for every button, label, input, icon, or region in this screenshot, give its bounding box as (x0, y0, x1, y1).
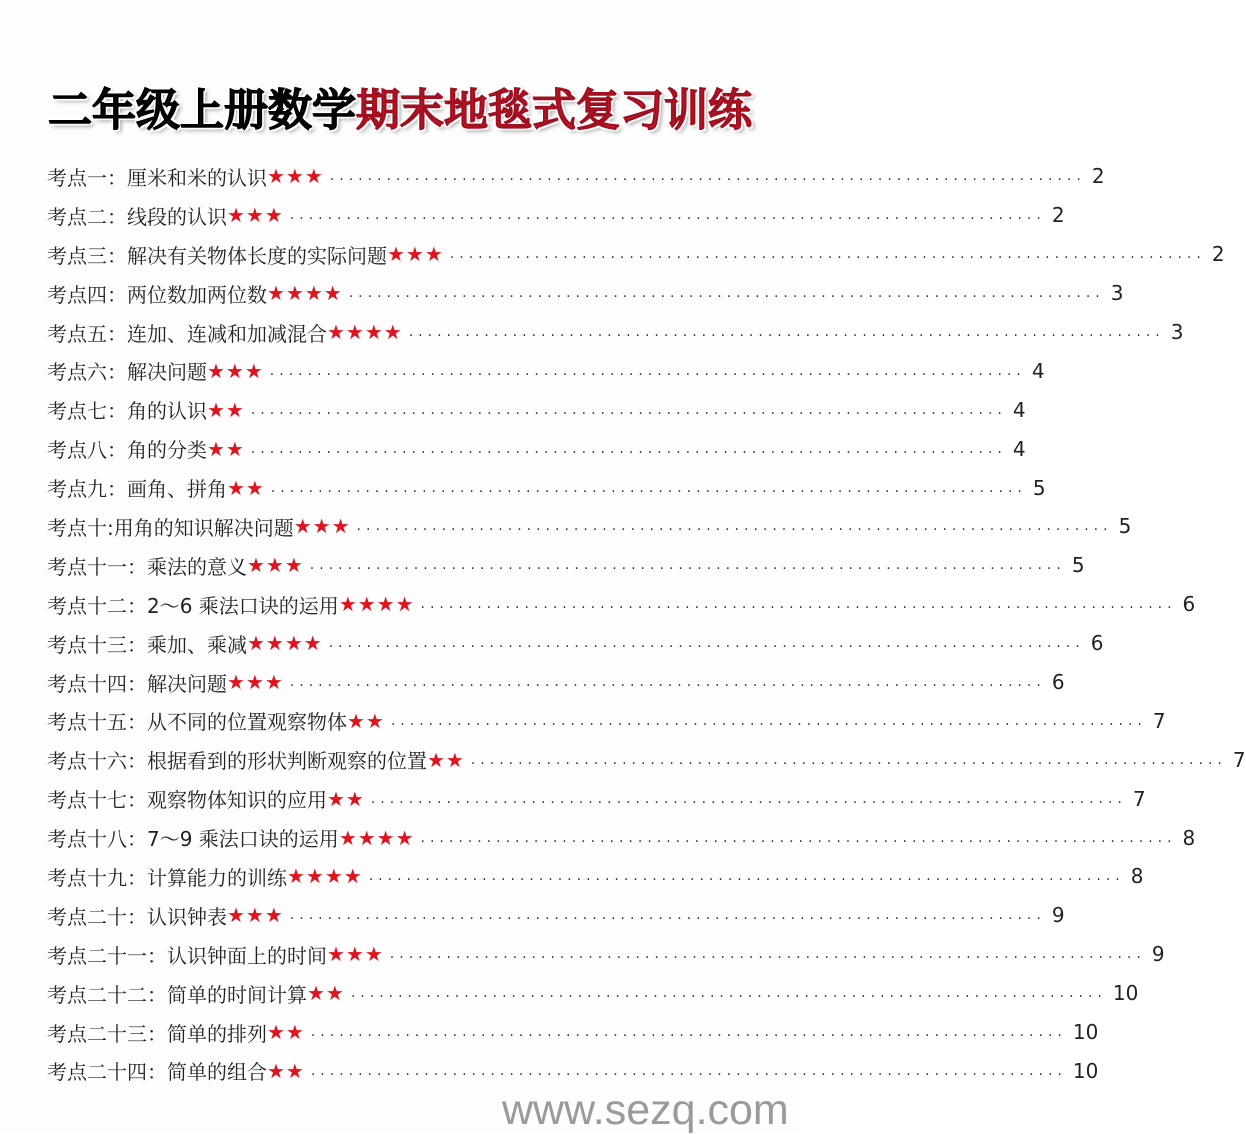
star-rating-icon: ★★★ (387, 242, 444, 267)
dot-leader: ................................................................................ (250, 440, 1007, 457)
toc-entry[interactable] (47, 196, 1065, 235)
toc-page-number: 2 (1091, 164, 1105, 189)
star-rating-icon: ★★ (327, 786, 365, 811)
toc-entry-label: 考点十:用角的知识解决问题 (47, 515, 294, 540)
star-rating-icon: ★★★ (227, 203, 284, 228)
star-rating-icon: ★★ (227, 475, 265, 500)
dot-leader: ................................................................................ (329, 168, 1086, 185)
star-rating-icon: ★★ (347, 708, 385, 733)
toc-entry-label: 考点十三：乘加、乘减 (47, 632, 247, 657)
dot-leader: ................................................................................ (250, 401, 1007, 418)
star-rating-icon: ★★★ (227, 670, 284, 695)
toc-entry-label: 考点十九：计算能力的训练 (47, 865, 287, 890)
toc-entry-label: 考点十六：根据看到的形状判断观察的位置 (47, 749, 427, 774)
star-rating-icon: ★★★★ (247, 631, 323, 656)
table-of-contents (47, 157, 1246, 1090)
toc-page-number: 10 (1072, 1058, 1099, 1083)
toc-entry-label: 考点二十一：认识钟面上的时间 (47, 943, 327, 968)
dot-leader: ................................................................................ (389, 946, 1146, 963)
toc-entry[interactable] (47, 740, 1246, 779)
toc-page-number: 10 (1112, 981, 1139, 1006)
toc-entry-label: 考点二：线段的认识 (47, 204, 227, 229)
toc-page-number: 7 (1232, 747, 1246, 772)
dot-leader: ................................................................................ (289, 907, 1046, 924)
toc-entry[interactable] (47, 313, 1184, 352)
star-rating-icon: ★★★ (293, 514, 351, 539)
toc-page-number: 2 (1211, 242, 1225, 267)
star-rating-icon: ★★ (207, 436, 245, 461)
toc-entry-label: 考点八：角的分类 (47, 438, 207, 463)
star-rating-icon: ★★★★ (327, 320, 403, 344)
toc-entry-label: 考点二十三：简单的排列 (47, 1021, 267, 1046)
title-part-1: 二年级上册数学 (48, 85, 356, 136)
toc-entry-label: 考点十二：2～6 乘法口诀的运用 (47, 593, 339, 618)
toc-page-number: 7 (1132, 786, 1146, 811)
toc-entry-label: 考点三：解决有关物体长度的实际问题 (47, 243, 387, 268)
toc-entry-label: 考点九：画角、拼角 (47, 477, 227, 502)
star-rating-icon: ★★ (307, 981, 345, 1006)
dot-leader: ................................................................................ (269, 362, 1026, 379)
toc-entry[interactable] (47, 896, 1065, 935)
toc-page-number: 4 (1012, 436, 1026, 461)
toc-entry[interactable] (47, 235, 1225, 274)
toc-page-number: 5 (1071, 553, 1085, 578)
toc-page-number: 8 (1182, 825, 1196, 850)
toc-page-number: 4 (1031, 358, 1045, 383)
star-rating-icon: ★★ (207, 397, 245, 422)
toc-page-number: 4 (1012, 397, 1026, 422)
toc-entry[interactable] (47, 624, 1104, 663)
star-rating-icon: ★★★★ (287, 864, 363, 889)
dot-leader: ................................................................................ (328, 635, 1085, 652)
toc-entry-label: 考点六：解决问题 (47, 360, 207, 385)
toc-page-number: 6 (1051, 670, 1065, 695)
toc-entry-label: 考点十四：解决问题 (47, 671, 227, 696)
toc-page-number: 2 (1051, 203, 1065, 228)
toc-entry[interactable] (47, 779, 1146, 818)
toc-entry-label: 考点十一：乘法的意义 (47, 554, 247, 579)
star-rating-icon: ★★ (267, 1020, 305, 1045)
dot-leader: ................................................................................ (289, 207, 1046, 224)
watermark: www.sezq.com (502, 1086, 789, 1134)
toc-entry-label: 考点二十二：简单的时间计算 (47, 982, 307, 1007)
dot-leader: ................................................................................ (356, 518, 1113, 535)
toc-entry[interactable] (47, 390, 1026, 429)
star-rating-icon: ★★ (267, 1058, 305, 1083)
toc-page-number: 6 (1182, 592, 1196, 617)
toc-entry-label: 考点十七：观察物体知识的应用 (47, 788, 327, 813)
toc-entry-label: 考点十五：从不同的位置观察物体 (47, 710, 347, 735)
dot-leader: ................................................................................ (408, 324, 1165, 340)
toc-entry[interactable] (47, 157, 1105, 196)
toc-entry[interactable] (47, 935, 1165, 974)
dot-leader: ................................................................................ (348, 285, 1105, 302)
dot-leader: ................................................................................ (350, 985, 1107, 1002)
toc-page-number: 9 (1151, 942, 1165, 967)
dot-leader: ................................................................................ (310, 1062, 1067, 1079)
toc-page-number: 6 (1090, 631, 1104, 656)
toc-entry-label: 考点二十：认识钟表 (47, 904, 227, 929)
dot-leader: ................................................................................ (420, 829, 1177, 846)
toc-entry[interactable] (47, 351, 1045, 390)
toc-entry[interactable] (47, 585, 1196, 624)
dot-leader: ................................................................................ (309, 557, 1066, 574)
dot-leader: ................................................................................ (368, 868, 1125, 885)
toc-page-number: 7 (1152, 708, 1166, 733)
star-rating-icon: ★★★ (247, 553, 304, 578)
toc-entry[interactable] (47, 701, 1166, 740)
toc-page-number: 5 (1032, 475, 1046, 500)
toc-page-number: 5 (1118, 514, 1132, 539)
title-part-2: 期末地毯式复习训练 (356, 85, 752, 136)
toc-page-number: 8 (1130, 864, 1144, 889)
dot-leader: ................................................................................ (310, 1024, 1067, 1041)
toc-entry[interactable] (47, 663, 1065, 702)
star-rating-icon: ★★★ (207, 358, 264, 383)
dot-leader: ................................................................................ (270, 479, 1027, 496)
toc-page-number: 3 (1110, 281, 1124, 306)
star-rating-icon: ★★★★ (338, 825, 415, 850)
toc-entry[interactable] (47, 974, 1139, 1013)
dot-leader: ................................................................................ (289, 674, 1046, 691)
toc-entry-label: 考点七：角的认识 (47, 399, 207, 424)
star-rating-icon: ★★★★ (267, 281, 343, 306)
toc-entry[interactable] (47, 274, 1124, 313)
toc-entry-label: 考点五：连加、连减和加减混合 (47, 321, 327, 346)
toc-entry[interactable] (47, 429, 1026, 468)
toc-entry[interactable] (47, 1013, 1099, 1052)
toc-entry-label: 考点四：两位数加两位数 (47, 282, 267, 307)
dot-leader: ................................................................................ (370, 790, 1127, 807)
toc-entry[interactable] (47, 818, 1196, 857)
document-title (0, 74, 800, 138)
toc-entry[interactable] (47, 1051, 1099, 1090)
toc-entry-label: 考点二十四：简单的组合 (47, 1060, 267, 1085)
dot-leader: ................................................................................ (390, 712, 1147, 729)
toc-entry[interactable] (47, 468, 1046, 507)
dot-leader: ................................................................................ (470, 751, 1227, 768)
dot-leader: ................................................................................ (420, 596, 1177, 613)
toc-page-number: 10 (1072, 1020, 1099, 1045)
toc-entry[interactable] (47, 546, 1085, 585)
star-rating-icon: ★★ (427, 747, 465, 772)
star-rating-icon: ★★★★ (338, 592, 415, 617)
star-rating-icon: ★★★ (327, 942, 384, 967)
toc-page-number: 9 (1051, 903, 1065, 928)
toc-entry-label: 考点十八：7～9 乘法口诀的运用 (47, 827, 339, 852)
star-rating-icon: ★★★ (267, 164, 324, 189)
toc-entry[interactable] (47, 507, 1132, 546)
toc-page-number: 3 (1170, 320, 1184, 344)
toc-entry[interactable] (47, 857, 1144, 896)
toc-entry-label: 考点一：厘米和米的认识 (47, 165, 267, 190)
dot-leader: ................................................................................ (449, 246, 1206, 263)
star-rating-icon: ★★★ (227, 903, 284, 928)
